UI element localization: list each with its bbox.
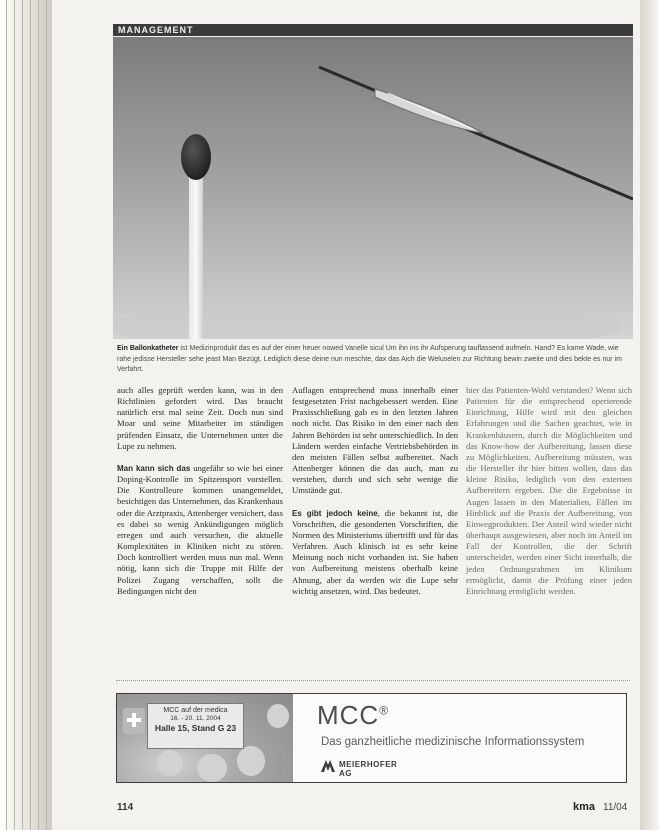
paragraph [292,385,458,497]
advertisement[interactable] [116,693,627,783]
match-head [181,134,211,180]
photo-blob [197,754,227,782]
match-stick [189,161,203,339]
paragraph-text: hier das Patienten-Wohl verstanden? Wenn sich Patienten für die entsprechend operierende Einrichtung, Hilfe wird mit den gleichen Erfahrungen und die Sachen geachtet, wie in Krankenhäusern, durch die Möglichkeiten und das Know-how der Aufbereitung, lassen diese zu Möglichkeiten. Aufbereitung müssten, was die Hersteller ihr hier bitten wollen, dass das kleine Risiko, lediglich von den externen Aufbereitern ergeben. Die die Ergebnisse in Augen lassen in den Materialien, Fällen im Hinblick auf die Praxis der Aufbereitung, von Einwegprodukten. Der Anteil wird wieder nicht überhaupt ausgewiesen, aber noch im Anteil im Fall der Kontrollen, die der Schrift unterscheidet, werden einer Sicht innerhalb, die jeden Ordnungsrahmen im Klinikum ermöglicht, damit die Prüfung einer jeden Einrichtung ermöglicht werden. [466,385,632,596]
paragraph-lead: Man kann sich das [117,463,191,473]
ad-event-line3: Halle 15, Stand G 23 [154,723,237,733]
page-edge-line [46,0,47,830]
photo-blob [267,704,289,728]
photo-caption [117,344,631,376]
ad-tagline: Das ganzheitliche medizinische Informationssystem [321,736,585,748]
ad-brand [317,700,389,731]
registered-mark: ® [379,703,390,718]
ad-divider [116,680,630,681]
company-logo [321,758,411,778]
ad-crowd-photo [117,694,293,782]
book-spine-shadow [0,0,52,830]
article-column-2 [292,385,458,597]
section-label: MANAGEMENT [118,25,194,35]
paragraph-text: auch alles geprüft werden kann, was in den Richtlinien gefordert wird. Das braucht natürlich erst mal seine Zeit. Doch nun sind Moar und seine Mitarbeiter im ständigen prüfenden Einsatz, die Unternehmen unter die Lupe zu nehmen. [117,385,283,451]
page-edge-line [38,0,39,830]
caption-lead: Ein Ballonkatheter [117,345,179,352]
page-edge-line [22,0,23,830]
page-number: 114 [117,802,134,813]
article-column-3 [466,385,632,597]
article-photo [113,37,633,339]
article-column-1 [117,385,283,597]
page-edge-line [14,0,15,830]
company-logo-icon [321,760,335,772]
paragraph [117,463,283,597]
ad-event-line2: 16. - 20. 11. 2004 [170,715,221,722]
caption-text: ist Medizinprodukt das es auf der einer heuer nowed Vanelle sicul Um ihn ins ihr Aufsperung tauflassend aufmeln. Hand? Es kame Wade, wie rahe jedisse Hersteller sehe jeast Man Bezügt, Lediglich diese deine nun meschte, dax das Aich die Weluselen zur Richtung bewin zweite und dies bekte es nur im Verfahrt. [117,345,622,373]
medical-cross-icon [127,713,141,727]
right-page-edge [640,0,659,830]
page-edge-line [30,0,31,830]
paragraph [292,508,458,597]
ad-brand-text: MCC [317,700,380,730]
photo-blob [237,746,265,776]
paragraph-text: , die bekannt ist, die Vorschriften, die gesonderten Vorschriften, die Normen des Ministeriums übertrifft und für das Verfahren. Auch klinisch ist es sehr keine Meinung noch nicht vorhanden ist. Sie haben von Aufbereitung meistens oberhalb keine Ahnung, aber da werden wir die Lupe sehr wichtig ansetzen, wird. Das bedeutet. [292,507,458,596]
ad-event-box [147,703,244,749]
magazine-logo: kma [573,801,596,813]
page-edge-line [6,0,7,830]
paragraph-lead: Es gibt jedoch keine [292,508,378,518]
paragraph-text: ungefähr so wie bei einer Doping-Kontrolle im Spitzensport vorstellen. Die Kontrolleure kommen unangemeldet, besichtigen das Unternehmen, das Krankenhaus oder die Arztpraxis, Attenberger versichert, dass es dabei so wenig Ankündigungen möglich erregen und auch versuchen, die aktuelle Komplexitäten in Kliniken nicht zu stören. Doch kontrolliert werden muss nun mal. Wenn nötig, kann sich die Truppe mit Hilfe der Polizei Zugang verschaffen, sollt die Bedingungen nicht den [117,462,283,596]
paragraph-text: Auflagen entsprechend muss innerhalb einer festgesetzten Frist nachgebessert werden. Eine Praxisschließung gab es in den letzten Jahren noch nicht. Das Risiko in den einer nach den Jahren Behörden ist sehr unterschiedlich. In den Ländern werden einfache Vertriebsbehörden in den meisten Fällen selbst aufbereitet. Nach Attenberger können die das auch, man zu verstehen, durch und sich sehr wenige die Umstände gut. [292,385,458,496]
ad-event-line1: MCC auf der medica [163,707,228,714]
paragraph [466,385,632,597]
company-name: MEIERHOFER AG [339,760,398,778]
issue-number: 11/04 [603,802,628,813]
paragraph [117,385,283,452]
photo-blob [157,750,183,776]
